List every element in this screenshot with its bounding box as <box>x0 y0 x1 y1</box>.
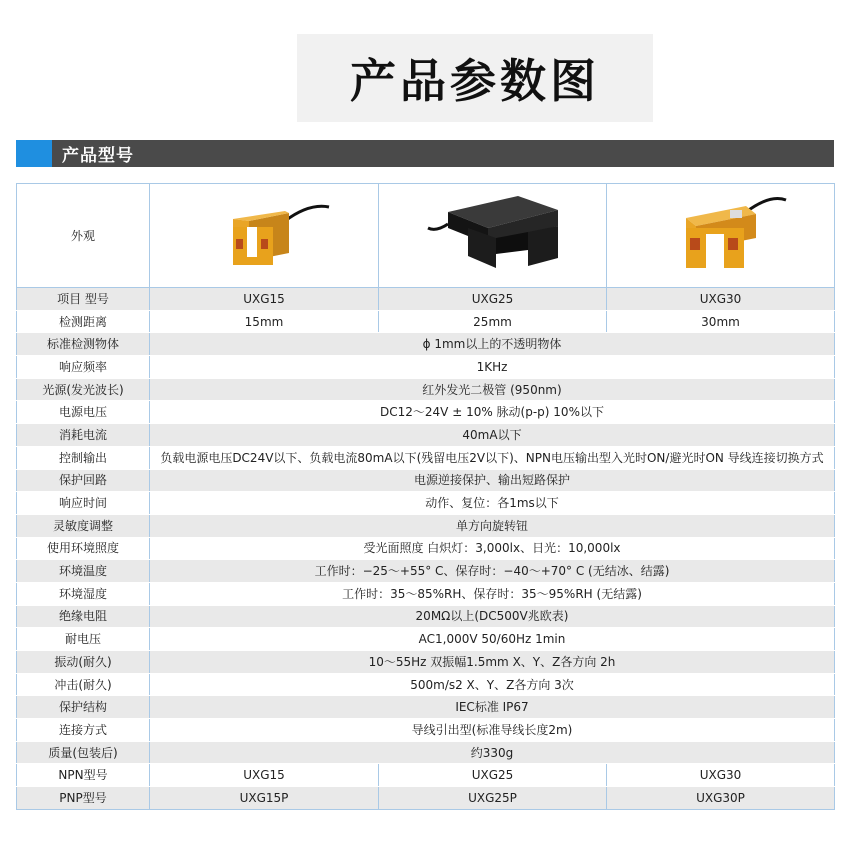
section-title: 产品型号 <box>62 146 134 166</box>
row-label: 质量(包装后) <box>17 741 150 764</box>
row-label: 冲击(耐久) <box>17 673 150 696</box>
spec-row <box>17 424 835 447</box>
spec-table <box>16 183 835 810</box>
row-label: 振动(耐久) <box>17 651 150 674</box>
spec-row <box>17 696 835 719</box>
spec-row <box>17 401 835 424</box>
spec-row <box>17 628 835 651</box>
spec-row <box>17 560 835 583</box>
row-value: DC12～24V ± 10% 脉动(p-p) 10%以下 <box>150 401 835 424</box>
spec-row <box>17 310 835 333</box>
row-label: 响应频率 <box>17 356 150 379</box>
spec-row <box>17 741 835 764</box>
row-value: 30mm <box>607 310 835 333</box>
row-value: UXG15P <box>150 787 379 810</box>
row-label: PNP型号 <box>17 787 150 810</box>
black-u-sensor-image <box>408 188 578 283</box>
row-value: 约330g <box>150 741 835 764</box>
row-value: 15mm <box>150 310 379 333</box>
spec-row <box>17 582 835 605</box>
row-label: 绝缘电阻 <box>17 605 150 628</box>
row-value: 工作时：−25～+55° C、保存时：−40～+70° C (无结冰、结露) <box>150 560 835 583</box>
yellow-u-sensor-image <box>189 191 339 281</box>
row-label: NPN型号 <box>17 764 150 787</box>
row-value: UXG30P <box>607 787 835 810</box>
row-value: 25mm <box>379 310 607 333</box>
row-value: 工作时：35～85%RH、保存时：35～95%RH (无结露) <box>150 582 835 605</box>
spec-row <box>17 492 835 515</box>
spec-row <box>17 333 835 356</box>
row-label: 灵敏度调整 <box>17 514 150 537</box>
row-value: UXG25P <box>379 787 607 810</box>
row-label: 耐电压 <box>17 628 150 651</box>
row-value: UXG30 <box>607 288 835 311</box>
spec-row <box>17 356 835 379</box>
row-label: 标准检测物体 <box>17 333 150 356</box>
row-value: UXG25 <box>379 288 607 311</box>
product-image-cell <box>379 184 607 288</box>
row-value: 电源逆接保护、输出短路保护 <box>150 469 835 492</box>
row-value: 红外发光二极管 (950nm) <box>150 378 835 401</box>
row-label: 使用环境照度 <box>17 537 150 560</box>
section-header <box>16 140 834 167</box>
row-value: 受光面照度 白炽灯：3,000lx、日光：10,000lx <box>150 537 835 560</box>
spec-row <box>17 514 835 537</box>
row-value: AC1,000V 50/60Hz 1min <box>150 628 835 651</box>
page-title: 产品参数图 <box>350 54 600 108</box>
row-label: 消耗电流 <box>17 424 150 447</box>
spec-row <box>17 673 835 696</box>
row-value: UXG30 <box>607 764 835 787</box>
appearance-row <box>17 184 835 288</box>
row-label: 控制输出 <box>17 446 150 469</box>
product-image-cell <box>150 184 379 288</box>
spec-row <box>17 469 835 492</box>
row-value: 500m/s2 X、Y、Z各方向 3次 <box>150 673 835 696</box>
row-label: 外观 <box>17 184 150 288</box>
row-value: UXG15 <box>150 764 379 787</box>
page-title-box <box>297 34 653 122</box>
spec-row <box>17 787 835 810</box>
spec-row <box>17 378 835 401</box>
row-label: 项目 型号 <box>17 288 150 311</box>
spec-row <box>17 651 835 674</box>
row-value: ϕ 1mm以上的不透明物体 <box>150 333 835 356</box>
spec-row <box>17 764 835 787</box>
spec-row <box>17 719 835 742</box>
row-value: UXG25 <box>379 764 607 787</box>
row-label: 检测距离 <box>17 310 150 333</box>
row-value: 20MΩ以上(DC500V兆欧表) <box>150 605 835 628</box>
row-value: 导线引出型(标准导线长度2m) <box>150 719 835 742</box>
yellow-u-sensor-large-image <box>646 188 796 283</box>
spec-row <box>17 288 835 311</box>
row-value: UXG15 <box>150 288 379 311</box>
row-label: 电源电压 <box>17 401 150 424</box>
row-label: 环境湿度 <box>17 582 150 605</box>
row-value: 动作、复位：各1ms以下 <box>150 492 835 515</box>
row-label: 光源(发光波长) <box>17 378 150 401</box>
row-label: 响应时间 <box>17 492 150 515</box>
spec-row <box>17 537 835 560</box>
row-value: 1KHz <box>150 356 835 379</box>
row-value: 单方向旋转钮 <box>150 514 835 537</box>
row-value: 负载电源电压DC24V以下、负载电流80mA以下(残留电压2V以下)、NPN电压输出型入光时ON/避光时ON 导线连接切换方式 <box>150 446 835 469</box>
row-value: 40mA以下 <box>150 424 835 447</box>
row-label: 保护结构 <box>17 696 150 719</box>
row-label: 连接方式 <box>17 719 150 742</box>
row-label: 环境温度 <box>17 560 150 583</box>
product-image-cell <box>607 184 835 288</box>
row-label: 保护回路 <box>17 469 150 492</box>
row-value: IEC标准 IP67 <box>150 696 835 719</box>
row-value: 10～55Hz 双振幅1.5mm X、Y、Z各方向 2h <box>150 651 835 674</box>
spec-row <box>17 605 835 628</box>
section-accent <box>16 140 52 167</box>
spec-row <box>17 446 835 469</box>
